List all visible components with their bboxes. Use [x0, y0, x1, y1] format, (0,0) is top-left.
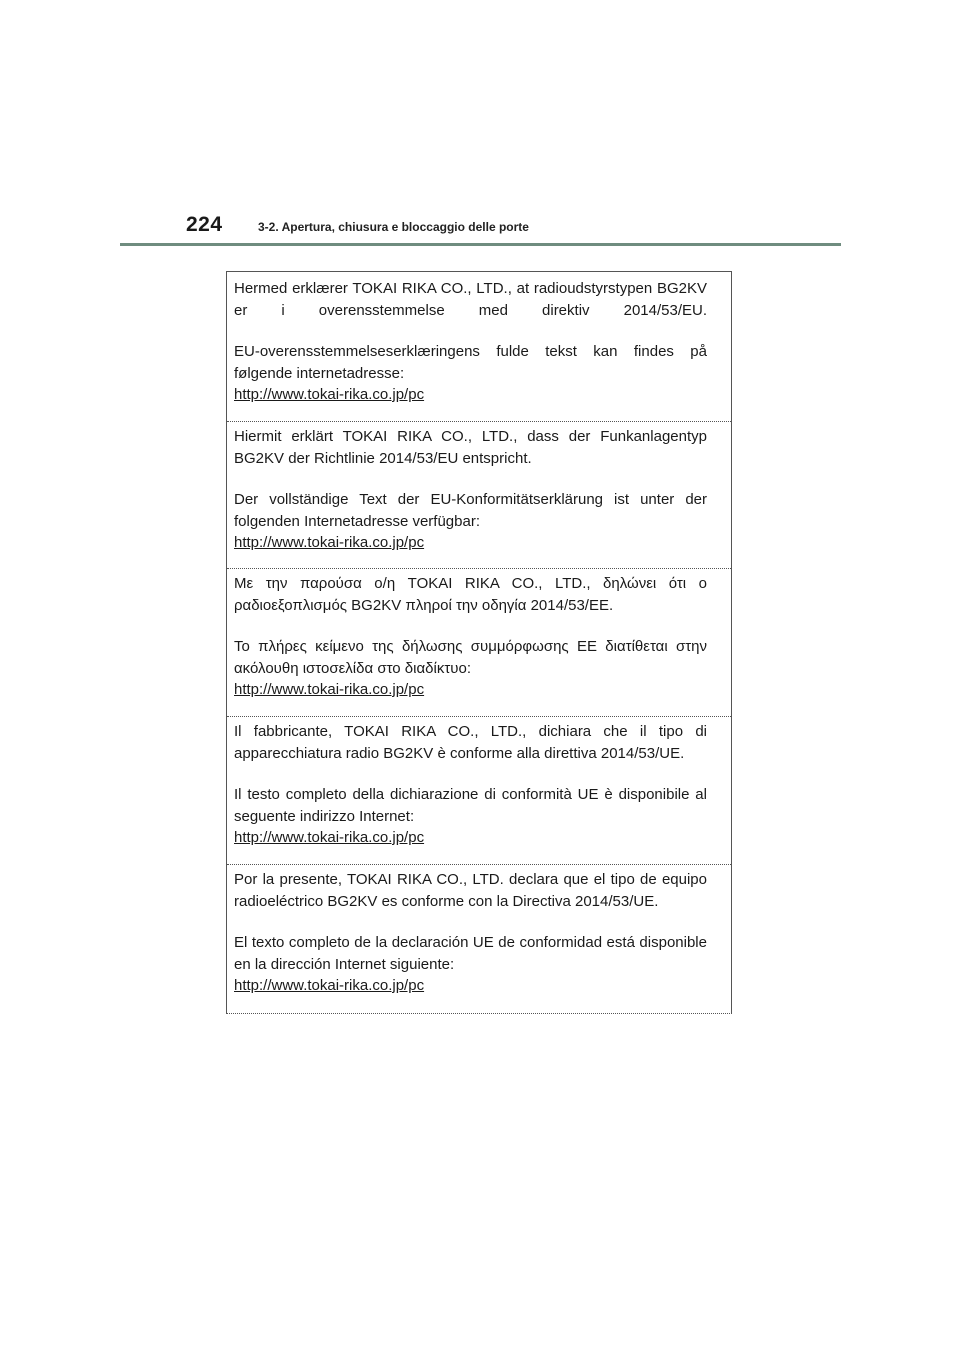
- declaration-block-german: [227, 421, 731, 554]
- declaration-availability: Der vollständige Text der EU-Konformitätserklärung ist unter der folgenden Internetadresse verfügbar:: [234, 491, 707, 530]
- declaration-statement: Hermed erklærer TOKAI RIKA CO., LTD., at radioudstyrstypen BG2KV er i overensstemmelse med direktiv 2014/53/EU.: [234, 280, 707, 319]
- header-rule: [120, 243, 841, 246]
- declaration-url-link[interactable]: http://www.tokai-rika.co.jp/pc: [234, 829, 425, 846]
- declaration-availability: Το πλήρες κείμενο της δήλωσης συμμόρφωσης ΕΕ διατίθεται στην ακόλουθη ιστοσελίδα στο διαδίκτυο:: [234, 638, 707, 677]
- declaration-url-link[interactable]: http://www.tokai-rika.co.jp/pc: [234, 386, 425, 403]
- declaration-availability: EU-overensstemmelseserklæringens fulde tekst kan findes på følgende internetadresse:: [234, 343, 707, 382]
- declaration-url-link[interactable]: http://www.tokai-rika.co.jp/pc: [234, 681, 425, 698]
- declaration-statement: Με την παρούσα ο/η TOKAI RIKA CO., LTD., δηλώνει ότι ο ραδιοεξοπλισμός BG2KV πληροί την οδηγία 2014/53/ΕΕ.: [234, 575, 707, 614]
- declaration-url-link[interactable]: http://www.tokai-rika.co.jp/pc: [234, 534, 425, 551]
- declaration-box: [226, 271, 732, 1014]
- declaration-statement: Hiermit erklärt TOKAI RIKA CO., LTD., dass der Funkanlagentyp BG2KV der Richtlinie 2014/53/EU entspricht.: [234, 428, 707, 467]
- declaration-block-greek: [227, 568, 731, 701]
- page-number: 224: [186, 213, 223, 236]
- declaration-availability: El texto completo de la declaración UE de conformidad está disponible en la dirección Internet siguiente:: [234, 934, 707, 973]
- page-header: [0, 0, 960, 250]
- declaration-statement: Il fabbricante, TOKAI RIKA CO., LTD., dichiara che il tipo di apparecchiatura radio BG2KV è conforme alla direttiva 2014/53/UE.: [234, 723, 707, 762]
- declaration-url-link[interactable]: http://www.tokai-rika.co.jp/pc: [234, 977, 425, 994]
- declaration-block-danish: [227, 278, 731, 406]
- section-title: 3-2. Apertura, chiusura e bloccaggio delle porte: [258, 220, 529, 234]
- declaration-block-italian: [227, 716, 731, 849]
- declaration-block-spanish: [227, 864, 731, 997]
- declaration-availability: Il testo completo della dichiarazione di conformità UE è disponibile al seguente indirizzo Internet:: [234, 786, 707, 825]
- declaration-statement: Por la presente, TOKAI RIKA CO., LTD. declara que el tipo de equipo radioeléctrico BG2KV es conforme con la Directiva 2014/53/UE.: [234, 871, 707, 910]
